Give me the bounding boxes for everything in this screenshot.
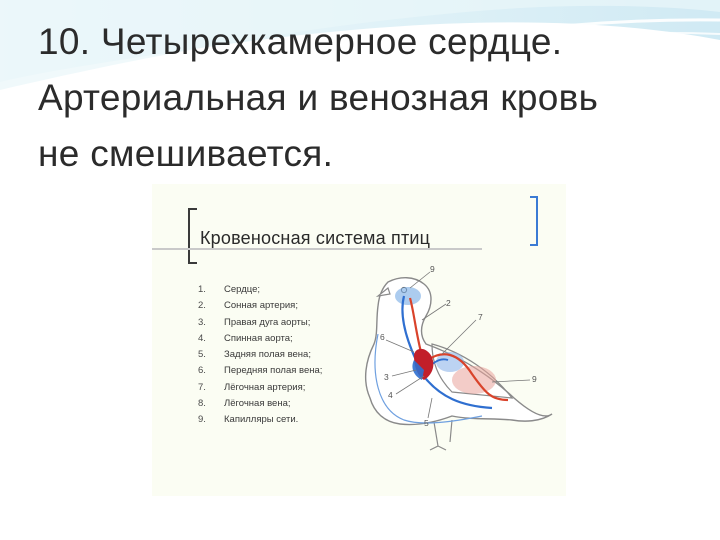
bird-circulatory-figure [152,184,566,496]
legend-number: 6. [198,365,206,377]
legend-text: Сонная артерия; [224,300,298,312]
head-capillaries [395,287,421,305]
bird-diagram [152,184,566,496]
title-line-3: не смешивается. [38,133,334,174]
slide-title [38,14,698,182]
callout-label: 4 [388,390,393,400]
legend-text: Передняя полая вена; [224,365,323,377]
legend-text: Сердце; [224,284,261,295]
legend-number: 7. [198,381,206,393]
legend-text: Спинная аорта; [224,332,293,344]
callout-label: 9 [430,264,435,274]
callout-label: 6 [380,332,385,342]
legend-number: 5. [198,349,206,361]
legend-text: Капилляры сети. [224,414,299,426]
legend-number: 1. [198,284,206,295]
legend-number: 9. [198,414,206,426]
body-capillaries [452,366,496,394]
callout-label: 2 [446,298,451,308]
figure-title: Кровеносная система птиц [200,228,431,248]
legend-text: Лёгочная вена; [224,398,291,410]
callout-label: 5 [424,418,429,428]
legend-text: Лёгочная артерия; [224,381,306,393]
legend-number: 3. [198,316,206,328]
legend-number: 4. [198,332,206,344]
callout-label: 3 [384,372,389,382]
legend-number: 2. [198,300,206,312]
callout-label: 9 [532,374,537,384]
bird-legs [430,420,452,450]
callout-label: 7 [478,312,483,322]
legend-text: Правая дуга аорты; [224,316,311,328]
legend-text: Задняя полая вена; [224,349,311,361]
title-line-2: Артериальная и венозная кровь [38,77,599,118]
title-line-1: 10. Четырехкамерное сердце. [38,21,563,62]
legend-number: 8. [198,398,206,410]
